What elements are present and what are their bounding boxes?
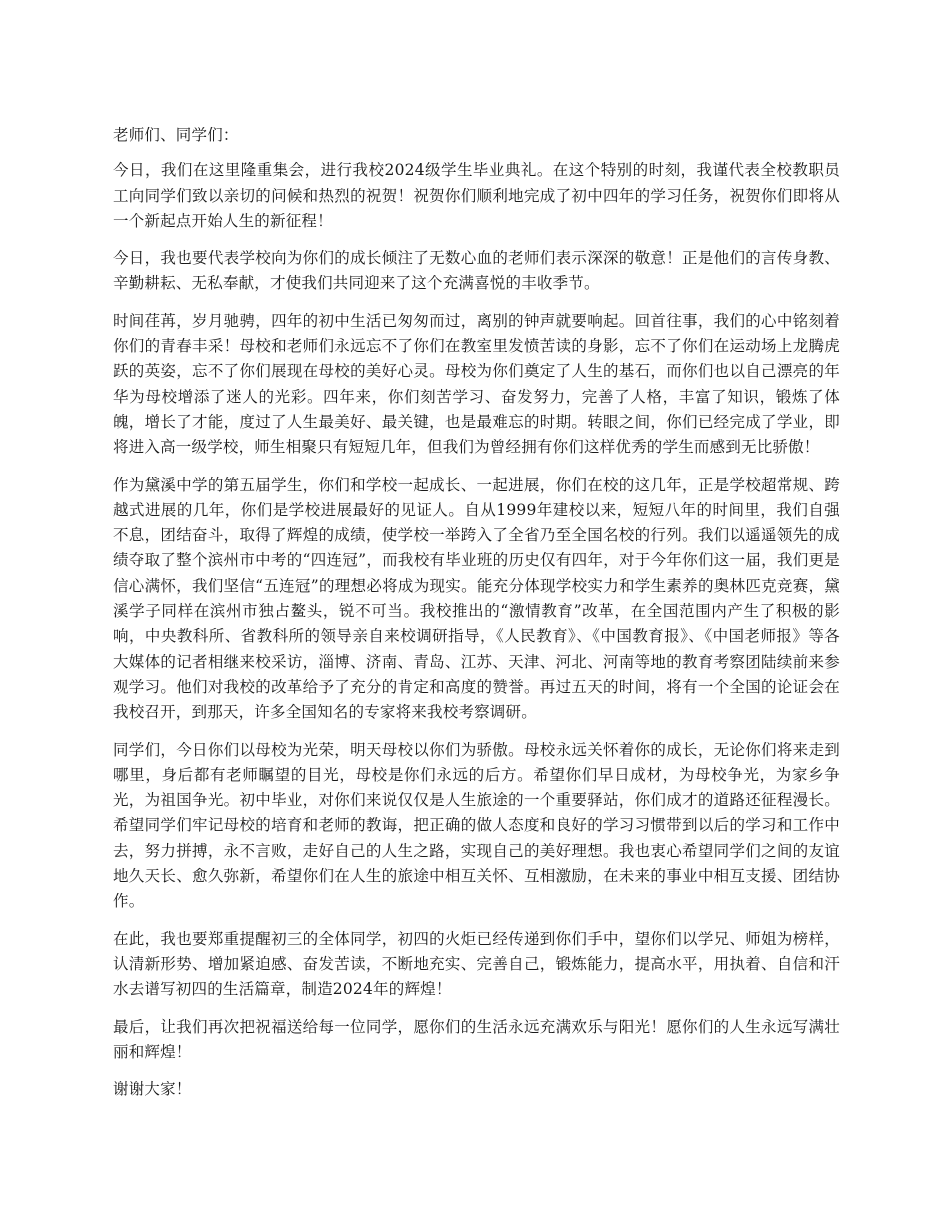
paragraph-memories: 时间荏苒，岁月驰骋，四年的初中生活已匆匆而过，离别的钟声就要响起。回首往事，我们的心中铭刻着你们的青春丰采！母校和老师们永远忘不了你们在教室里发愤苦读的身影，忘不了你们在运动场上龙腾虎跃的英姿，忘不了你们展现在母校的美好心灵。母校为你们奠定了人生的基石，而你们也以自己漂亮的年华为母校增添了迷人的光彩。四年来，你们刻苦学习、奋发努力，完善了人格，丰富了知识，锻炼了体魄，增长了才能，度过了人生最美好、最关键，也是最难忘的时期。转眼之间，你们已经完成了学业，即将进入高一级学校，师生相聚只有短短几年，但我们为曾经拥有你们这样优秀的学生而感到无比骄傲！	[113, 311, 840, 457]
paragraph-reminder: 在此，我也要郑重提醒初三的全体同学，初四的火炬已经传递到你们手中，望你们以学兄、师姐为榜样，认清新形势、增加紧迫感、奋发苦读，不断地充实、完善自己，锻炼能力，提高水平，用执着、自信和汗水去谱写初四的生活篇章，制造2024年的辉煌！	[113, 929, 840, 999]
paragraph-school-achievements: 作为黛溪中学的第五届学生，你们和学校一起成长、一起进展，你们在校的这几年，正是学校超常规、跨越式进展的几年，你们是学校进展最好的见证人。自从1999年建校以来，短短八年的时间里，我们自强不息，团结奋斗，取得了辉煌的成绩，使学校一举跨入了全省乃至全国名校的行列。我们以遥遥领先的成绩夺取了整个滨州市中考的“四连冠”，而我校有毕业班的历史仅有四年，对于今年你们这一届，我们更是信心满怀，我们坚信“五连冠”的理想必将成为现实。能充分体现学校实力和学生素养的奥林匹克竞赛，黛溪学子同样在滨州市独占鳌头，锐不可当。我校推出的“激情教育”改革，在全国范围内产生了积极的影响，中央教科所、省教科所的领导亲自来校调研指导，《人民教育》、《中国教育报》、《中国老师报》等各大媒体的记者相继来校采访，淄博、济南、青岛、江苏、天津、河北、河南等地的教育考察团陆续前来参观学习。他们对我校的改革给予了充分的肯定和高度的赞誉。再过五天的时间，将有一个全国的论证会在我校召开，到那天，许多全国知名的专家将来我校考察调研。	[113, 475, 840, 722]
closing: 谢谢大家！	[113, 1080, 192, 1099]
paragraph-blessing: 最后，让我们再次把祝福送给每一位同学，愿你们的生活永远充满欢乐与阳光！愿你们的人生永远写满壮丽和辉煌！	[113, 1017, 840, 1061]
paragraph-hopes: 同学们，今日你们以母校为光荣，明天母校以你们为骄傲。母校永远关怀着你的成长，无论你们将来走到哪里，身后都有老师瞩望的目光，母校是你们永远的后方。希望你们早日成材，为母校争光，为家乡争光，为祖国争光。初中毕业，对你们来说仅仅是人生旅途的一个重要驿站，你们成才的道路还征程漫长。希望同学们牢记母校的培育和老师的教诲，把正确的做人态度和良好的学习习惯带到以后的学习和工作中去，努力拼搏，永不言败，走好自己的人生之路，实现自己的美好理想。我也衷心希望同学们之间的友谊地久天长、愈久弥新，希望你们在人生的旅途中相互关怀、互相激励，在未来的事业中相互支援、团结协作。	[113, 740, 840, 911]
document-body	[113, 123, 840, 1114]
paragraph-opening: 今日，我们在这里隆重集会，进行我校2024级学生毕业典礼。在这个特别的时刻，我谨代表全校教职员工向同学们致以亲切的问候和热烈的祝贺！祝贺你们顺利地完成了初中四年的学习任务，祝贺你们即将从一个新起点开始人生的新征程！	[113, 161, 840, 230]
paragraph-thanks-teachers: 今日，我也要代表学校向为你们的成长倾注了无数心血的老师们表示深深的敬意！正是他们的言传身教、辛勤耕耘、无私奉献，才使我们共同迎来了这个充满喜悦的丰收季节。	[113, 249, 840, 293]
salutation: 老师们、同学们：	[113, 126, 239, 144]
